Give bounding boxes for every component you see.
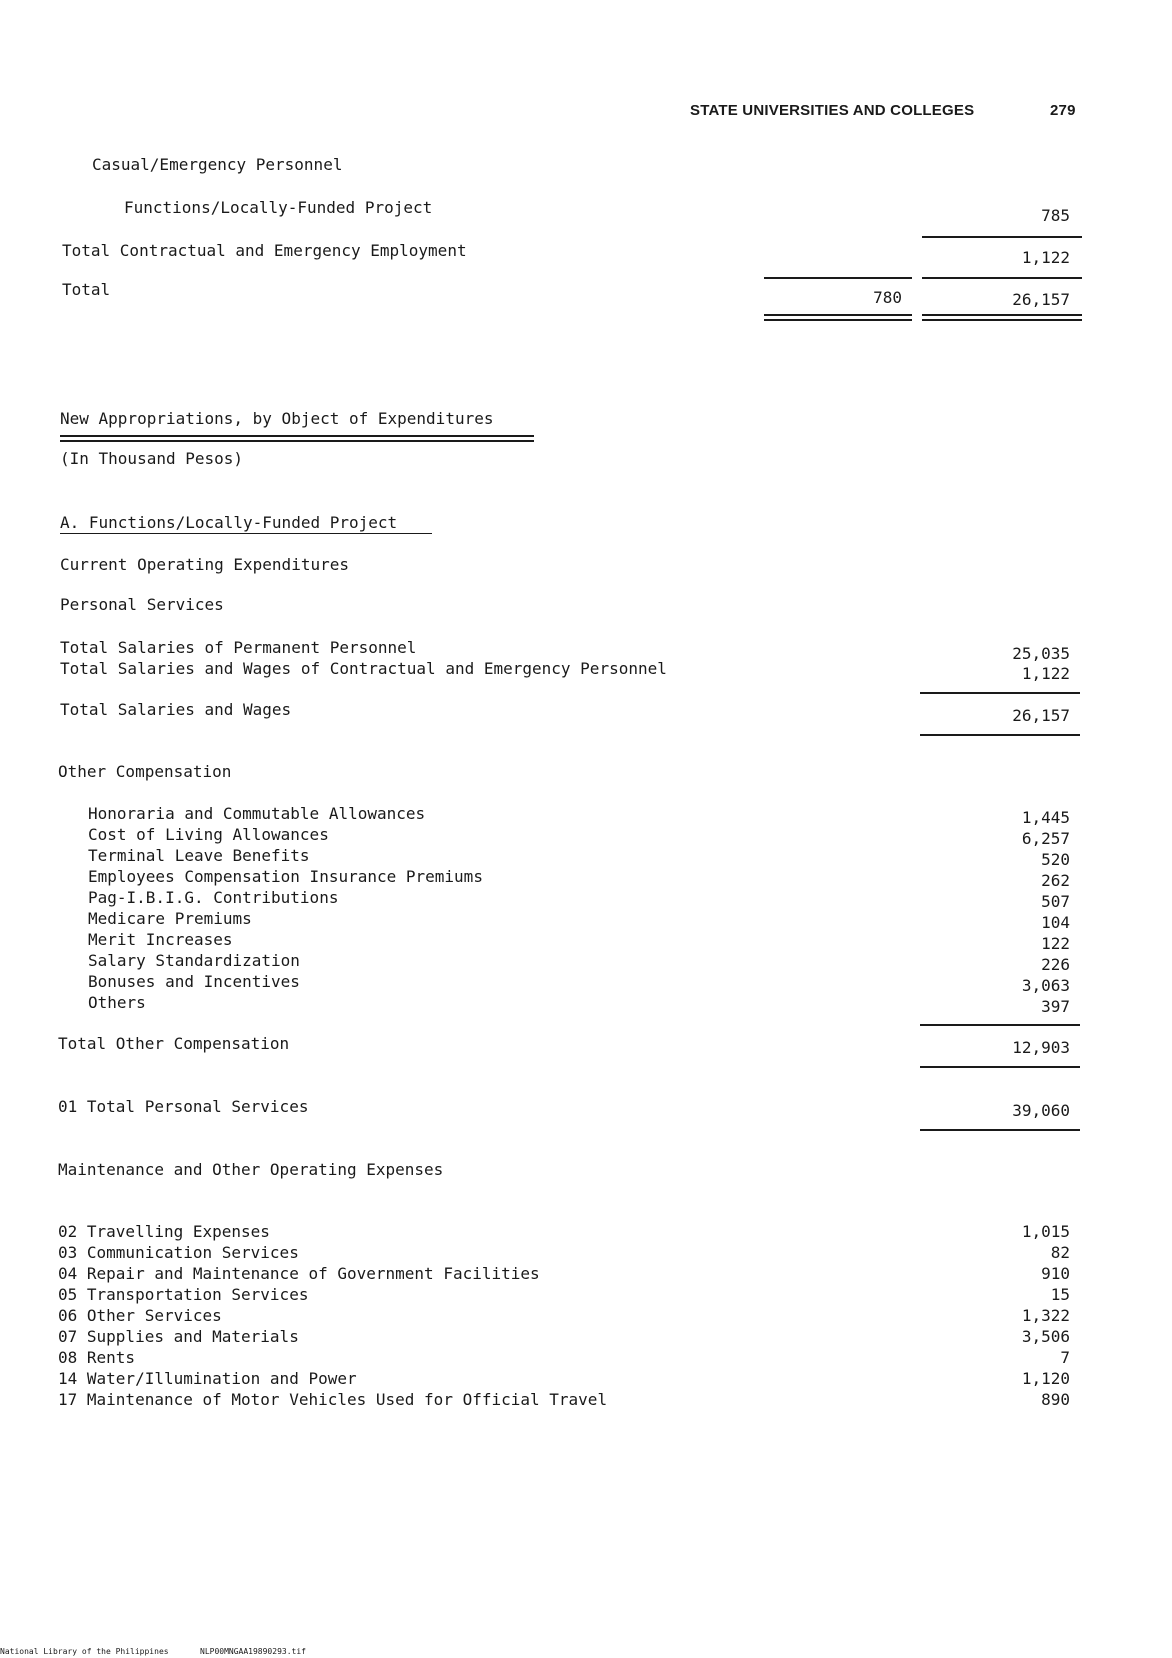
footer-library: National Library of the Philippines [0, 1647, 169, 1656]
item-label: Merit Increases [88, 930, 233, 949]
item-value: 507 [1041, 892, 1070, 911]
double-rule [764, 314, 912, 316]
page-number: 279 [1050, 102, 1076, 119]
total-contractual-value: 1,122 [1021, 248, 1070, 267]
item-value: 122 [1041, 934, 1070, 953]
item-value: 3,063 [1021, 976, 1070, 995]
item-value: 910 [1041, 1264, 1070, 1283]
item-value: 7 [1060, 1348, 1070, 1367]
unit-label: (In Thousand Pesos) [60, 449, 244, 468]
item-label: Pag-I.B.I.G. Contributions [88, 888, 339, 907]
total-col2: 26,157 [1012, 290, 1070, 309]
item-value: 6,257 [1021, 829, 1070, 848]
current-label: Current Operating Expenditures [60, 555, 349, 574]
item-label: Salary Standardization [88, 951, 300, 970]
title-underline [60, 435, 534, 437]
item-label: Total Salaries and Wages of Contractual and Emergency Personnel [60, 659, 667, 678]
total-ps-value: 39,060 [1012, 1101, 1070, 1120]
rule [764, 277, 912, 279]
section-a-underline [60, 533, 432, 534]
rule [922, 277, 1082, 279]
item-value: 82 [1050, 1243, 1070, 1262]
item-label: 17 Maintenance of Motor Vehicles Used for Official Travel [58, 1390, 608, 1409]
item-value: 1,015 [1021, 1222, 1070, 1241]
item-value: 262 [1041, 871, 1070, 890]
item-label: 08 Rents [58, 1348, 136, 1367]
item-label: Bonuses and Incentives [88, 972, 300, 991]
rule [920, 1066, 1080, 1068]
item-label: 14 Water/Illumination and Power [58, 1369, 357, 1388]
item-value: 1,322 [1021, 1306, 1070, 1325]
item-value: 890 [1041, 1390, 1070, 1409]
total-label: Total [62, 280, 111, 299]
item-label: Terminal Leave Benefits [88, 846, 310, 865]
item-value: 520 [1041, 850, 1070, 869]
rule [920, 734, 1080, 736]
personal-label: Personal Services [60, 595, 224, 614]
item-label: Medicare Premiums [88, 909, 252, 928]
functions-value: 785 [1041, 206, 1070, 225]
total-col1: 780 [873, 288, 902, 307]
item-value: 1,120 [1021, 1369, 1070, 1388]
item-label: Cost of Living Allowances [88, 825, 329, 844]
item-label: Total Salaries of Permanent Personnel [60, 638, 417, 657]
item-label: Employees Compensation Insurance Premiums [88, 867, 483, 886]
item-label: 04 Repair and Maintenance of Government Facilities [58, 1264, 540, 1283]
rule [920, 692, 1080, 694]
item-label: 05 Transportation Services [58, 1285, 309, 1304]
double-rule [922, 319, 1082, 321]
item-value: 1,445 [1021, 808, 1070, 827]
footer-file: NLP00MNGAA19890293.tif [200, 1647, 306, 1656]
total-other-label: Total Other Compensation [58, 1034, 290, 1053]
mooe-label: Maintenance and Other Operating Expenses [58, 1160, 444, 1179]
rule [920, 1024, 1080, 1026]
double-rule [764, 319, 912, 321]
item-value: 3,506 [1021, 1327, 1070, 1346]
running-header: STATE UNIVERSITIES AND COLLEGES [690, 102, 975, 119]
item-value: 104 [1041, 913, 1070, 932]
functions-label: Functions/Locally-Funded Project [124, 198, 433, 217]
item-value: 1,122 [1021, 664, 1070, 683]
total-contractual-label: Total Contractual and Emergency Employment [62, 241, 467, 260]
section-a-title: A. Functions/Locally-Funded Project [60, 513, 398, 532]
new-approp-title: New Appropriations, by Object of Expenditures [60, 409, 494, 428]
rule [922, 236, 1082, 238]
item-label: 07 Supplies and Materials [58, 1327, 299, 1346]
rule [920, 1129, 1080, 1131]
item-value: 397 [1041, 997, 1070, 1016]
other-comp-label: Other Compensation [58, 762, 232, 781]
total-salaries-value: 26,157 [1012, 706, 1070, 725]
item-label: 02 Travelling Expenses [58, 1222, 270, 1241]
item-value: 226 [1041, 955, 1070, 974]
item-value: 25,035 [1012, 644, 1070, 663]
title-underline [60, 440, 534, 442]
item-label: 06 Other Services [58, 1306, 222, 1325]
item-value: 15 [1050, 1285, 1070, 1304]
item-label: Honoraria and Commutable Allowances [88, 804, 426, 823]
casual-label: Casual/Emergency Personnel [92, 155, 343, 174]
double-rule [922, 314, 1082, 316]
total-salaries-label: Total Salaries and Wages [60, 700, 292, 719]
item-label: 03 Communication Services [58, 1243, 299, 1262]
item-label: Others [88, 993, 146, 1012]
total-ps-label: 01 Total Personal Services [58, 1097, 309, 1116]
total-other-value: 12,903 [1012, 1038, 1070, 1057]
